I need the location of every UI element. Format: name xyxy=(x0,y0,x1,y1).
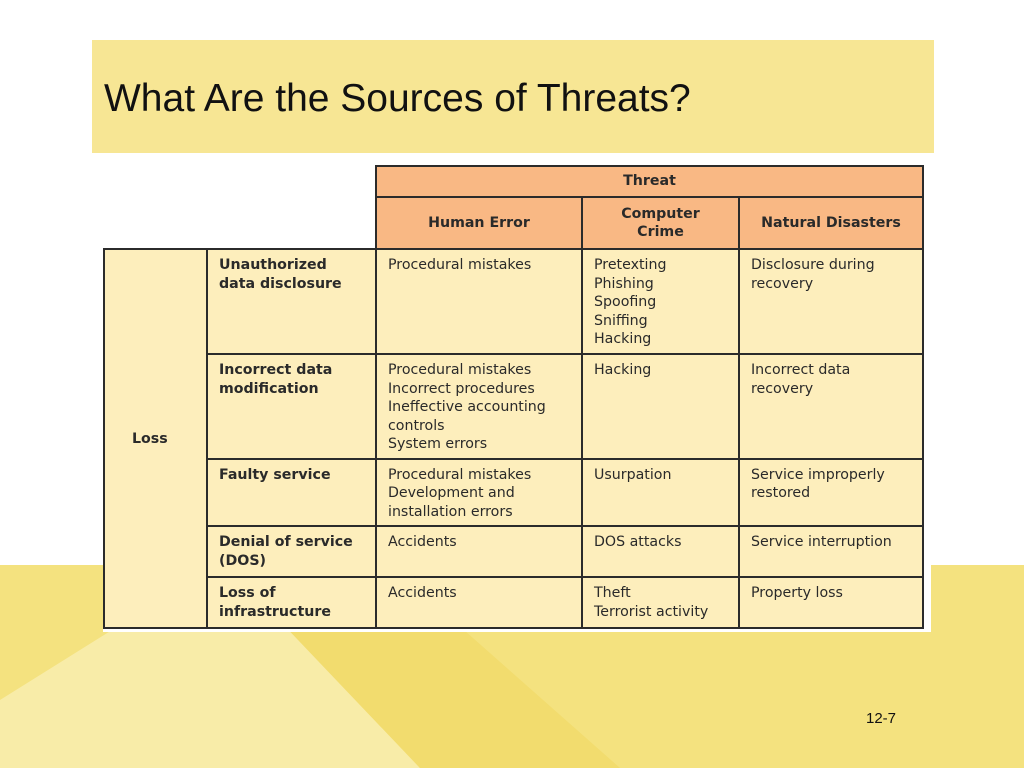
table-cell: Procedural mistakes xyxy=(376,249,582,354)
table-cell: Accidents xyxy=(376,526,582,577)
table-row xyxy=(104,459,923,527)
table-cell: Pretexting Phishing Spoofing Sniffing Hacking xyxy=(582,249,739,354)
column-header-human-error: Human Error xyxy=(376,197,582,249)
table-row xyxy=(104,577,923,628)
row-header: Faulty service xyxy=(207,459,376,527)
blank-corner xyxy=(104,166,376,197)
blank-corner-lower xyxy=(104,197,376,249)
table-row xyxy=(104,354,923,459)
row-header: Incorrect data modification xyxy=(207,354,376,459)
table-cell: Theft Terrorist activity xyxy=(582,577,739,628)
table-cell: Disclosure during recovery xyxy=(739,249,923,354)
loss-label: Loss xyxy=(104,249,207,628)
table-cell: Service improperly restored xyxy=(739,459,923,527)
table-header-row-columns xyxy=(104,197,923,249)
table-cell: Hacking xyxy=(582,354,739,459)
table-cell: Incorrect data recovery xyxy=(739,354,923,459)
table-cell: Usurpation xyxy=(582,459,739,527)
row-header: Loss of infrastructure xyxy=(207,577,376,628)
table-cell: Accidents xyxy=(376,577,582,628)
table-row xyxy=(104,249,923,354)
table-cell: DOS attacks xyxy=(582,526,739,577)
table-row xyxy=(104,526,923,577)
table-header-row-threat xyxy=(104,166,923,197)
column-header-computer-crime: Computer Crime xyxy=(582,197,739,249)
table-cell: Property loss xyxy=(739,577,923,628)
threat-table xyxy=(103,165,924,629)
table-cell: Service interruption xyxy=(739,526,923,577)
title-bar xyxy=(92,40,934,153)
table-cell: Procedural mistakes Incorrect procedures Ineffective accounting controls System errors xyxy=(376,354,582,459)
table-cell: Procedural mistakes Development and installation errors xyxy=(376,459,582,527)
column-header-natural-disasters: Natural Disasters xyxy=(739,197,923,249)
threat-header: Threat xyxy=(376,166,923,197)
slide-title: What Are the Sources of Threats? xyxy=(104,77,691,120)
threat-table-container xyxy=(103,165,931,632)
row-header: Denial of service (DOS) xyxy=(207,526,376,577)
page-number: 12-7 xyxy=(866,710,897,727)
row-header: Unauthorized data disclosure xyxy=(207,249,376,354)
